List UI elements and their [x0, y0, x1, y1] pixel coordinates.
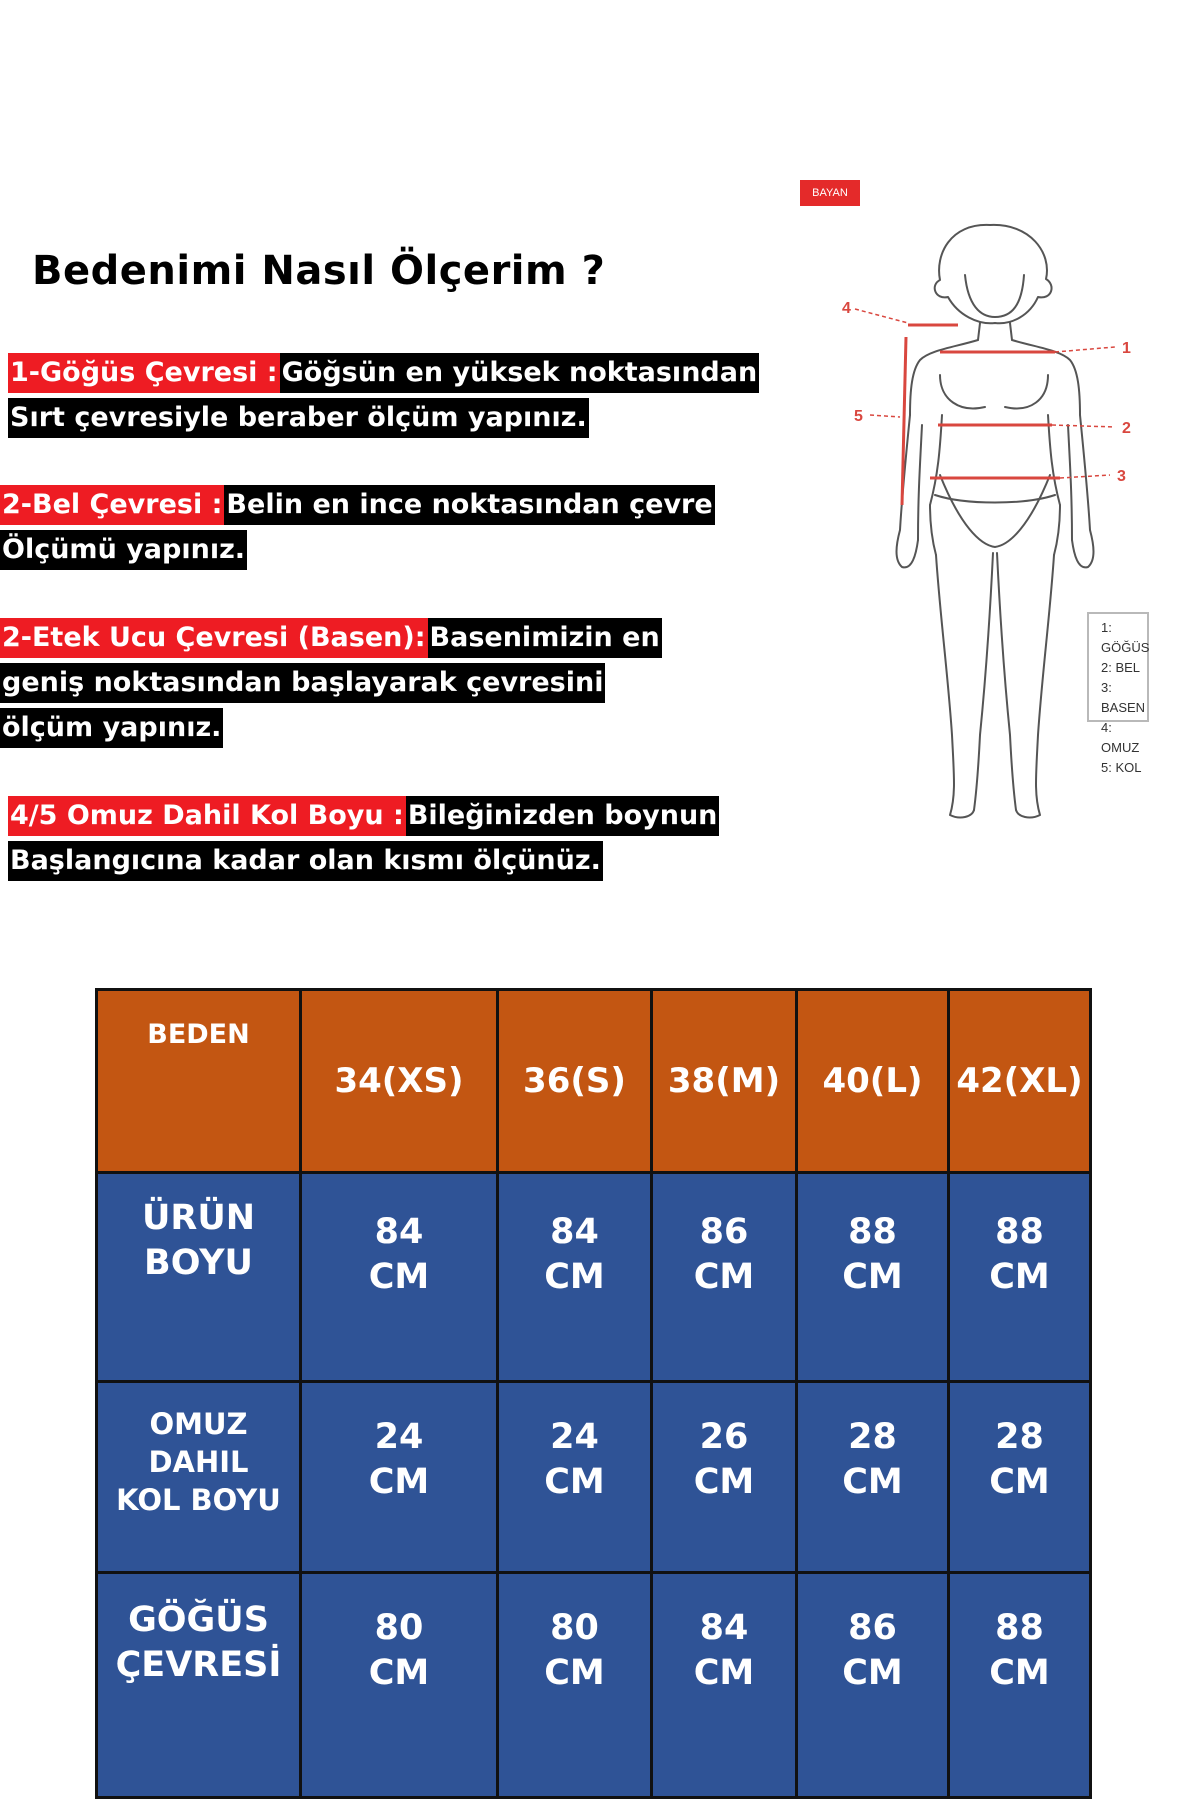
table-row: [97, 1173, 1091, 1382]
row-label-line: BOYU: [144, 1243, 253, 1283]
cell-unit: CM: [693, 1462, 755, 1502]
table-cell: [949, 1173, 1091, 1382]
instruction-label: 2-Etek Ucu Çevresi (Basen):: [0, 618, 428, 658]
row-label: [97, 1382, 301, 1573]
page-title: Bedenimi Nasıl Ölçerim ?: [32, 248, 606, 294]
row-label: [97, 1173, 301, 1382]
table-row: [97, 1382, 1091, 1573]
table-cell: [498, 1173, 652, 1382]
table-cell: [301, 1573, 498, 1798]
marker-label: 1: [1122, 340, 1131, 357]
instruction-label: 2-Bel Çevresi :: [0, 485, 224, 525]
legend-item: 3: BASEN: [1101, 680, 1146, 715]
marker-label: 2: [1122, 420, 1131, 437]
row-label-line: KOL BOYU: [116, 1483, 281, 1517]
size-header: 36(S): [498, 990, 652, 1173]
cell-value: 88: [995, 1212, 1044, 1252]
cell-unit: CM: [368, 1653, 430, 1693]
cell-value: 88: [995, 1608, 1044, 1648]
cell-value: 26: [699, 1417, 749, 1457]
cell-unit: CM: [693, 1653, 755, 1693]
cell-unit: CM: [842, 1462, 903, 1502]
instruction-sleeve: [8, 793, 719, 883]
cell-unit: CM: [989, 1462, 1050, 1502]
cell-unit: CM: [842, 1653, 903, 1693]
cell-value: 28: [995, 1417, 1044, 1457]
marker-label: 5: [854, 408, 863, 425]
row-label-line: DAHIL: [148, 1445, 249, 1479]
table-cell: [301, 1382, 498, 1573]
instruction-label: 1-Göğüs Çevresi :: [8, 353, 280, 393]
cell-value: 86: [699, 1212, 749, 1252]
instruction-text: Başlangıcına kadar olan kısmı ölçünüz.: [8, 841, 603, 881]
legend-item: 2: BEL: [1101, 660, 1141, 675]
table-cell: [949, 1382, 1091, 1573]
cell-unit: CM: [989, 1257, 1050, 1297]
cell-value: 84: [374, 1212, 424, 1252]
cell-unit: CM: [842, 1257, 903, 1297]
cell-unit: CM: [544, 1257, 605, 1297]
table-cell: [652, 1573, 797, 1798]
instruction-text: Bileğinizden boynun: [406, 796, 720, 836]
cell-value: 84: [550, 1212, 599, 1252]
marker-label: 3: [1117, 468, 1126, 485]
instruction-text: Basenimizin en: [428, 618, 662, 658]
row-label: [97, 1573, 301, 1798]
body-measurement-figure: [790, 175, 1200, 835]
cell-unit: CM: [544, 1462, 605, 1502]
table-header-row: [97, 990, 1091, 1173]
figure-legend: [1087, 612, 1150, 775]
instruction-waist: [0, 482, 715, 572]
cell-value: 80: [374, 1608, 424, 1648]
cell-value: 28: [848, 1417, 897, 1457]
row-label-line: ÇEVRESİ: [115, 1645, 282, 1685]
cell-unit: CM: [544, 1653, 605, 1693]
table-cell: [301, 1173, 498, 1382]
size-header: 40(L): [797, 990, 949, 1173]
cell-unit: CM: [368, 1462, 430, 1502]
instruction-text: Göğsün en yüksek noktasından: [280, 353, 760, 393]
table-cell: [498, 1573, 652, 1798]
table-row: [97, 1573, 1091, 1798]
row-label-line: OMUZ: [149, 1407, 248, 1441]
cell-value: 84: [699, 1608, 749, 1648]
instruction-text: Belin en ince noktasından çevre: [224, 485, 714, 525]
table-cell: [498, 1382, 652, 1573]
size-chart-table: [95, 988, 1092, 1799]
table-cell: [797, 1382, 949, 1573]
table-cell: [652, 1382, 797, 1573]
cell-value: 86: [848, 1608, 897, 1648]
instruction-text: ölçüm yapınız.: [0, 708, 223, 748]
cell-unit: CM: [693, 1257, 755, 1297]
cell-value: 88: [848, 1212, 897, 1252]
cell-value: 24: [374, 1417, 424, 1457]
table-cell: [797, 1573, 949, 1798]
row-label-line: GÖĞÜS: [128, 1600, 269, 1640]
table-cell: [949, 1573, 1091, 1798]
cell-value: 80: [550, 1608, 599, 1648]
cell-unit: CM: [989, 1653, 1050, 1693]
instruction-label: 4/5 Omuz Dahil Kol Boyu :: [8, 796, 406, 836]
marker-label: 4: [842, 300, 851, 317]
table-cell: [797, 1173, 949, 1382]
cell-unit: CM: [368, 1257, 430, 1297]
legend-item: 1: GÖĞÜS: [1101, 620, 1150, 655]
figure-tag: BAYAN: [800, 180, 860, 206]
size-header: 42(XL): [949, 990, 1091, 1173]
cell-value: 24: [550, 1417, 599, 1457]
size-header: 38(M): [652, 990, 797, 1173]
instruction-hip: [0, 615, 662, 750]
size-header: 34(XS): [301, 990, 498, 1173]
legend-item: 5: KOL: [1101, 760, 1142, 775]
instruction-text: geniş noktasından başlayarak çevresini: [0, 663, 605, 703]
table-header-label: BEDEN: [97, 990, 301, 1173]
legend-item: 4: OMUZ: [1101, 720, 1140, 755]
table-cell: [652, 1173, 797, 1382]
row-label-line: ÜRÜN: [141, 1198, 256, 1238]
instruction-text: Sırt çevresiyle beraber ölçüm yapınız.: [8, 398, 589, 438]
instruction-text: Ölçümü yapınız.: [0, 530, 247, 570]
instruction-chest: [8, 350, 759, 440]
